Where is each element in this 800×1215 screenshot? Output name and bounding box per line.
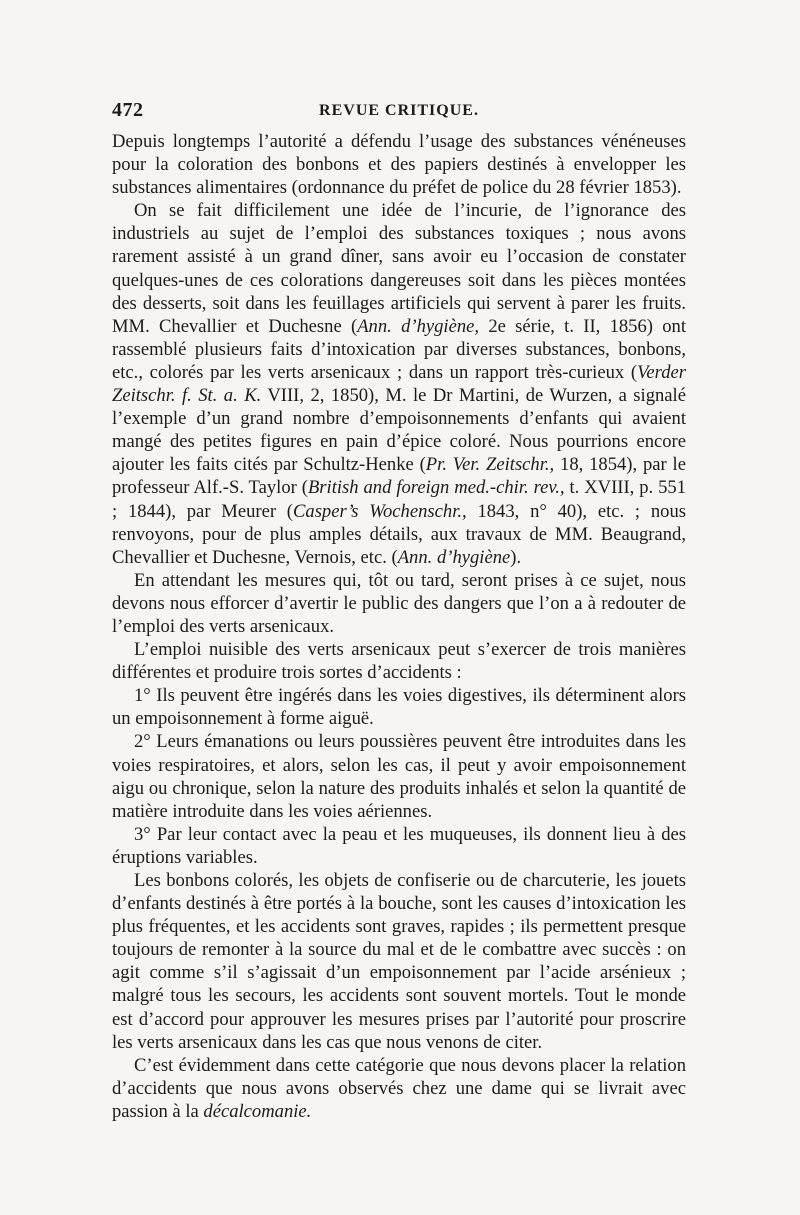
text-run: Les bonbons colorés, les objets de confiserie ou de charcuterie, les jouets d’enfants destinés à être portés à la bouche, sont les causes d’intoxication les plus fréquentes, et les accidents sont graves, rapides ; ils permettent presque toujours de remonter à la source du mal et de le combattre avec succès : on agit comme s’il s’agissait d’un empoisonnement par l’acide arsénieux ; malgré tous les secours, les accidents sont souvent mortels. Tout le monde est d’accord pour approuver les mesures prises par l’autorité pour proscrire les verts arsenicaux dans les cas que nous venons de citer. [112, 870, 686, 1053]
text-run: 18, 1854), par le professeur Alf.-S. Taylor ( [112, 454, 686, 499]
text-run: 3° Par leur contact avec la peau et les muqueuses, ils donnent lieu à des éruptions variables. [112, 823, 686, 868]
text-run: On se fait difficilement une idée de l’incurie, de l’ignorance des industriels au sujet de l’emploi des substances toxiques ; nous avons rarement assisté à un grand dîner, sans avoir eu l’occasion de constater quelques-unes de ces colorations dangereuses soit dans les pièces montées des desserts, soit dans les feuillages artificiels qui servent à parer les fruits. MM. Chevallier et Duchesne ( [112, 200, 686, 337]
text-run: ). [510, 546, 522, 568]
page-number: 472 [112, 99, 144, 121]
citation-italic: Ann. d’hygiène, [357, 315, 480, 337]
paragraph [112, 1054, 686, 1123]
paragraph [112, 684, 686, 730]
text-run: 1843, n° 40), etc. ; nous renvoyons, pour de plus amples détails, aux travaux de MM. Beaugrand, Chevallier et Duchesne, Vernois, etc. ( [112, 500, 686, 568]
text-run: 1° Ils peuvent être ingérés dans les voies digestives, ils déterminent alors un empoisonnement à forme aiguë. [112, 685, 686, 730]
citation-italic: Casper’s Wochenschr., [293, 500, 467, 522]
paragraph [112, 569, 686, 638]
citation-italic: British and foreign med.-chir. rev., [307, 477, 565, 499]
body-text [112, 130, 686, 1123]
text-run: VIII, 2, 1850), M. le Dr Martini, de Wurzen, a signalé l’exemple d’un grand nombre d’empoisonnements d’enfants qui avaient mangé des petites figures en pain d’épice coloré. Nous pourrions encore ajouter les faits cités par Schultz-Henke ( [112, 385, 686, 476]
citation-italic: Pr. Ver. Zeitschr., [425, 454, 555, 476]
text-run: 2e série, t. II, 1856) ont rassemblé plusieurs faits d’intoxication par diverses substances, bonbons, etc., colorés par les verts arsenicaux ; dans un rapport très-curieux ( [112, 315, 686, 383]
text-run: Depuis longtemps l’autorité a défendu l’usage des substances vénéneuses pour la coloration des bonbons et des papiers destinés à envelopper les substances alimentaires (ordonnance du préfet de police du 28 février 1853). [112, 131, 686, 199]
text-run: t. XVIII, p. 551 ; 1844), par Meurer ( [112, 477, 686, 522]
paragraph [112, 199, 686, 569]
paragraph [112, 869, 686, 1054]
paragraph [112, 638, 686, 684]
page-header [112, 99, 686, 123]
citation-italic: Ann. d’hygiène [397, 546, 511, 568]
text-run: L’emploi nuisible des verts arsenicaux peut s’exercer de trois manières différentes et produire trois sortes d’accidents : [112, 639, 686, 684]
citation-italic: Verder Zeitschr. f. St. a. K. [112, 361, 686, 407]
paragraph [112, 823, 686, 869]
text-run: C’est évidemment dans cette catégorie que nous devons placer la relation d’accidents que nous avons observés chez une dame qui se livrait avec passion à la [112, 1054, 686, 1122]
citation-italic: décalcomanie. [203, 1100, 312, 1122]
running-head: REVUE CRITIQUE. [319, 102, 479, 119]
paragraph [112, 130, 686, 199]
text-run: 2° Leurs émanations ou leurs poussières peuvent être introduites dans les voies respiratoires, et alors, selon les cas, il peut y avoir empoisonnement aigu ou chronique, selon la nature des produits inhalés et selon la quantité de matière introduite dans les voies aériennes. [112, 731, 686, 822]
text-run: En attendant les mesures qui, tôt ou tard, seront prises à ce sujet, nous devons nous efforcer d’avertir le public des dangers que l’on a à redouter de l’emploi des verts arsenicaux. [112, 569, 686, 637]
paragraph [112, 730, 686, 822]
